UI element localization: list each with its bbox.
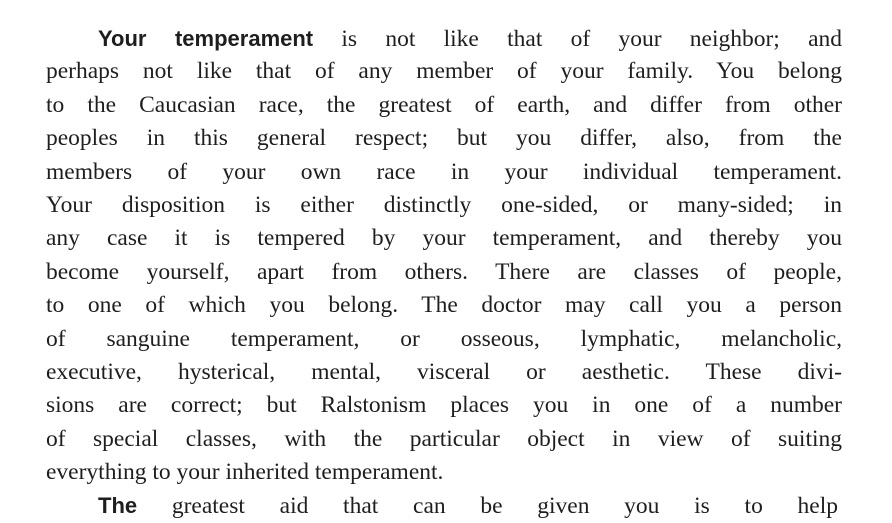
text-line: everything to your inherited temperament. — [46, 459, 444, 486]
text-line: to one of which you belong. The doctor may call you a person — [46, 292, 842, 319]
text-line: sions are correct; but Ralstonism places you in one of a number — [46, 392, 842, 419]
text-line: peoples in this general respect; but you differ, also, from the — [46, 125, 842, 152]
cutoff-line-rest: greatest aid that can be given you is to help — [171, 493, 838, 519]
next-paragraph-cutoff — [98, 484, 838, 519]
text-line: perhaps not like that of any member of your family. You belong — [46, 58, 842, 85]
body-paragraph — [46, 22, 842, 489]
text-line: of special classes, with the particular object in view of suiting — [46, 425, 842, 452]
text-line: members of your own race in your individual temperament. — [46, 158, 842, 185]
text-line: executive, hysterical, mental, visceral or aesthetic. These divi- — [46, 358, 842, 385]
text-line: to the Caucasian race, the greatest of earth, and differ from other — [46, 91, 842, 118]
text-line — [46, 22, 842, 55]
text-line-rest: is not like that of your neighbor; and — [341, 26, 843, 52]
text-line: any case it is tempered by your temperament, and thereby you — [46, 225, 842, 252]
text-line: Your disposition is either distinctly one-sided, or many-sided; in — [46, 191, 842, 218]
text-line: of sanguine temperament, or osseous, lymphatic, melancholic, — [46, 325, 842, 352]
lead-phrase: Your temperament — [98, 26, 314, 51]
cutoff-line — [98, 489, 838, 523]
cutoff-lead-phrase: The — [98, 493, 138, 518]
text-line: become yourself, apart from others. There are classes of people, — [46, 258, 842, 285]
